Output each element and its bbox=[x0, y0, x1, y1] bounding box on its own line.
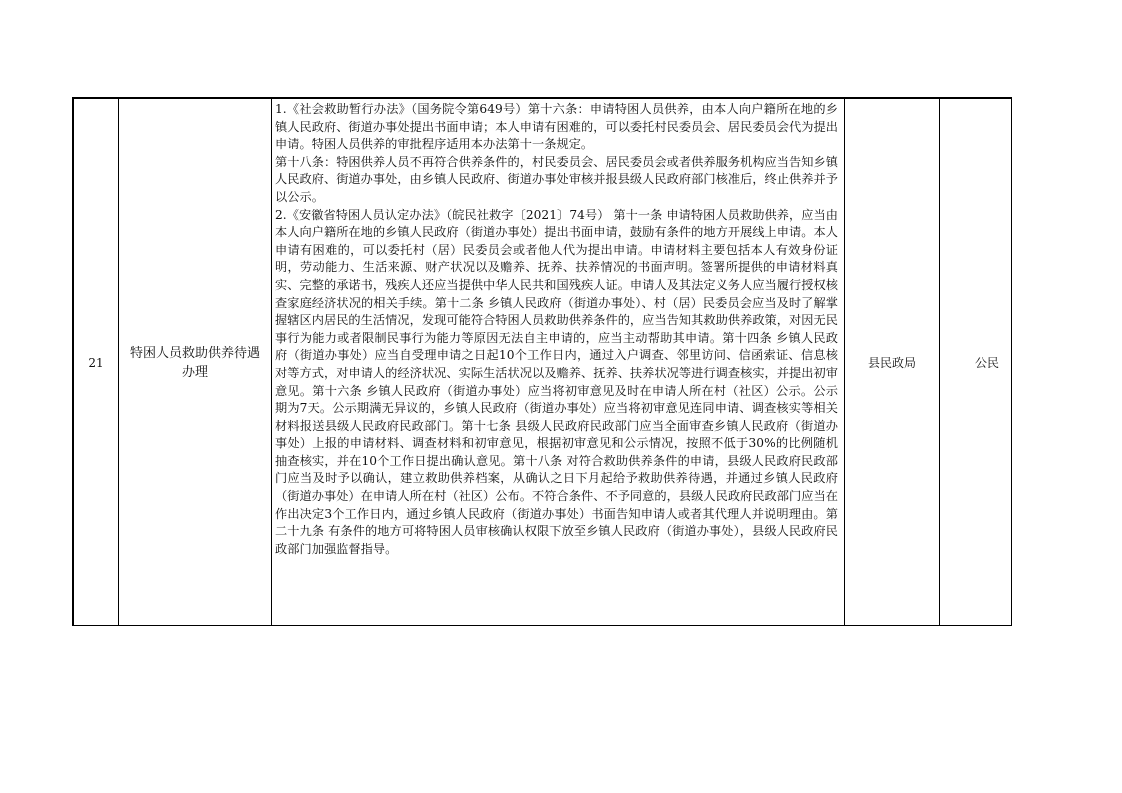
basis-paragraph-3: 2.《安徽省特困人员认定办法》（皖民社救字〔2021〕74号） 第十一条 申请特困人员救助供养，应当由本人向户籍所在地的乡镇人民政府（街道办事处）提出书面申请，鼓励有条件的地方开展线上申请。本人申请有困难的，可以委托村（居）民委员会或者他人代为提出申请。申请材料主要包括本人有效身份证明，劳动能力、生活来源、财产状况以及赡养、抚养、扶养情况的书面声明。签署所提供的申请材料真实、完整的承诺书，残疾人还应当提供中华人民共和国残疾人证。申请人及其法定义务人应当履行授权核查家庭经济状况的相关手续。第十二条 乡镇人民政府（街道办事处）、村（居）民委员会应当及时了解掌握辖区内居民的生活情况，发现可能符合特困人员救助供养条件的，应当告知其救助供养政策，对因无民事行为能力或者限制民事行为能力等原因无法自主申请的，应当主动帮助其申请。第十四条 乡镇人民政府（街道办事处）应当自受理申请之日起10个工作日内，通过入户调查、邻里访问、信函索证、信息核对等方式，对申请人的经济状况、实际生活状况以及赡养、抚养、扶养状况等进行调查核实，并提出初审意见。第十六条 乡镇人民政府（街道办事处）应当将初审意见及时在申请人所在村（社区）公示。公示期为7天。公示期满无异议的，乡镇人民政府（街道办事处）应当将初审意见连同申请、调查核实等相关材料报送县级人民政府民政部门。第十七条 县级人民政府民政部门应当全面审查乡镇人民政府（街道办事处）上报的申请材料、调查材料和初审意见，根据初审意见和公示情况，按照不低于30%的比例随机抽查核实，并在10个工作日提出确认意见。第十八条 对符合救助供养条件的申请，县级人民政府民政部门应当及时予以确认，建立救助供养档案，从确认之日下月起给予救助供养待遇，并通过乡镇人民政府（街道办事处）在申请人所在村（社区）公布。不符合条件、不予同意的，县级人民政府民政部门应当在作出决定3个工作日内，通过乡镇人民政府（街道办事处）书面告知申请人或者其代理人并说明理由。第二十九条 有条件的地方可将特困人员审核确认权限下放至乡镇人民政府（街道办事处），县级人民政府民政部门加强监督指导。 bbox=[275, 207, 838, 556]
table-row bbox=[74, 99, 1013, 627]
row-number: 21 bbox=[74, 99, 119, 627]
legal-basis-text bbox=[272, 99, 844, 558]
service-target: 公民 bbox=[940, 99, 1013, 627]
legal-basis-cell bbox=[272, 99, 845, 627]
item-name: 特困人员救助供养待遇办理 bbox=[119, 99, 272, 627]
basis-paragraph-2: 第十八条：特困供养人员不再符合供养条件的，村民委员会、居民委员会或者供养服务机构应当告知乡镇人民政府、街道办事处，由乡镇人民政府、街道办事处审核并报县级人民政府部门核准后，终止供养并予以公示。 bbox=[275, 154, 838, 204]
basis-paragraph-1: 1.《社会救助暂行办法》（国务院令第649号）第十六条：申请特困人员供养，由本人向户籍所在地的乡镇人民政府、街道办事处提出书面申请；本人申请有困难的，可以委托村民委员会、居民委员会代为提出申请。特困人员供养的审批程序适用本办法第十一条规定。 bbox=[275, 102, 838, 152]
legal-basis-clip bbox=[272, 99, 844, 626]
document-table-container bbox=[72, 97, 1012, 626]
responsible-department: 县民政局 bbox=[845, 99, 940, 627]
service-item-table bbox=[73, 98, 1012, 626]
